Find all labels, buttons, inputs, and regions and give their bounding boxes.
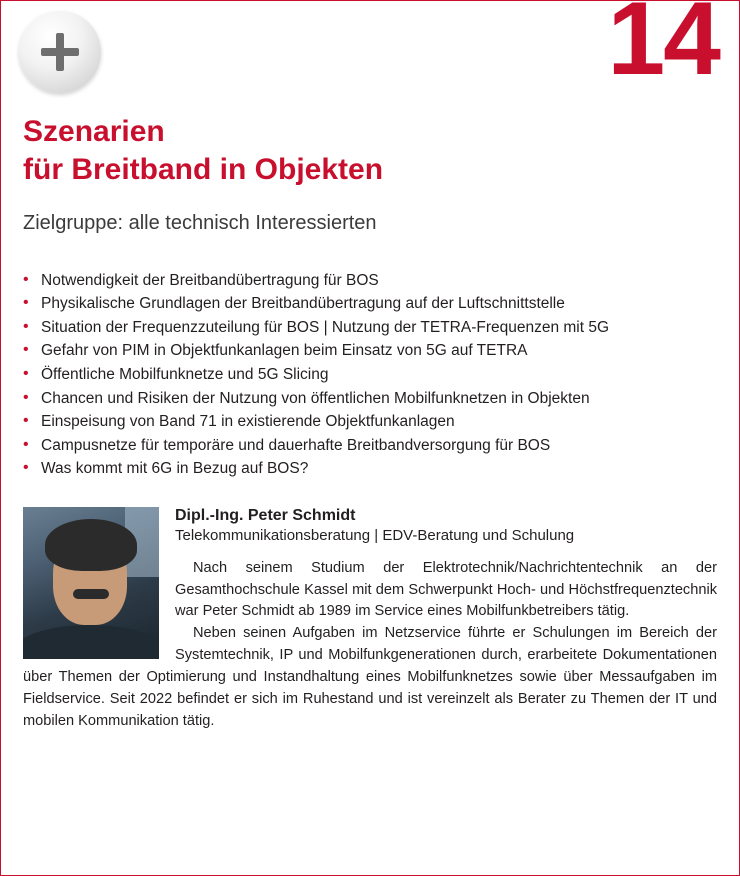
list-item: • Öffentliche Mobilfunknetze und 5G Slicing [23, 363, 717, 387]
plus-icon [19, 11, 101, 93]
photo-hair [45, 519, 137, 571]
author-bio-paragraph-1: Nach seinem Studium der Elektrotechnik/Nachrichtentechnik an der Gesamthochschule Kassel mit dem Schwerpunkt Hoch- und Höchstfrequenztechnik war Peter Schmidt ab 1989 im Service eines Mobilfunkbetreibers tätig. [175, 559, 717, 620]
page-title-line-2: für Breitband in Objekten [23, 153, 384, 187]
list-item: • Situation der Frequenzzuteilung für BOS | Nutzung der TETRA-Frequenzen mit 5G [23, 316, 717, 340]
list-item: • Gefahr von PIM in Objektfunkanlagen beim Einsatz von 5G auf TETRA [23, 339, 717, 363]
list-item: • Notwendigkeit der Breitbandübertragung für BOS [23, 269, 717, 293]
list-item: • Was kommt mit 6G in Bezug auf BOS? [23, 457, 717, 481]
list-item: • Chancen und Risiken der Nutzung von öffentlichen Mobilfunknetzen in Objekten [23, 387, 717, 411]
page-number: 14 [607, 0, 719, 97]
author-block [1, 507, 739, 733]
topic-list [1, 269, 739, 481]
author-name: Dipl.-Ing. Peter Schmidt [175, 506, 356, 524]
title-block [1, 113, 739, 235]
page-title [23, 113, 717, 190]
photo-shoulders [23, 625, 159, 659]
page-title-line-1: Szenarien [23, 115, 165, 148]
avatar [23, 507, 159, 659]
list-item: • Physikalische Grundlagen der Breitbandübertragung auf der Luftschnittstelle [23, 292, 717, 316]
photo-moustache [73, 589, 109, 599]
author-bio-paragraph-2: Neben seinen Aufgaben im Netzservice führte er Schulungen im Bereich der Systemtechnik, IP und Mobilfunkgenerationen durch, erarbeitete Dokumentationen über Themen der Optimierung und Instandhaltung eines Mobilfunknetzes sowie über Messaufgaben im Fieldservice. Seit 2022 befindet er sich im Ruhestand und ist vereinzelt als Berater zu Themen der IT und mobilen Kommunikation tätig. [23, 625, 717, 729]
list-item: • Campusnetze für temporäre und dauerhafte Breitbandversorgung für BOS [23, 434, 717, 458]
page-subtitle: Zielgruppe: alle technisch Interessierten [23, 211, 377, 234]
list-item: • Einspeisung von Band 71 in existierende Objektfunkanlagen [23, 410, 717, 434]
author-role: Telekommunikationsberatung | EDV-Beratung und Schulung [175, 526, 575, 544]
page-header [1, 1, 739, 113]
